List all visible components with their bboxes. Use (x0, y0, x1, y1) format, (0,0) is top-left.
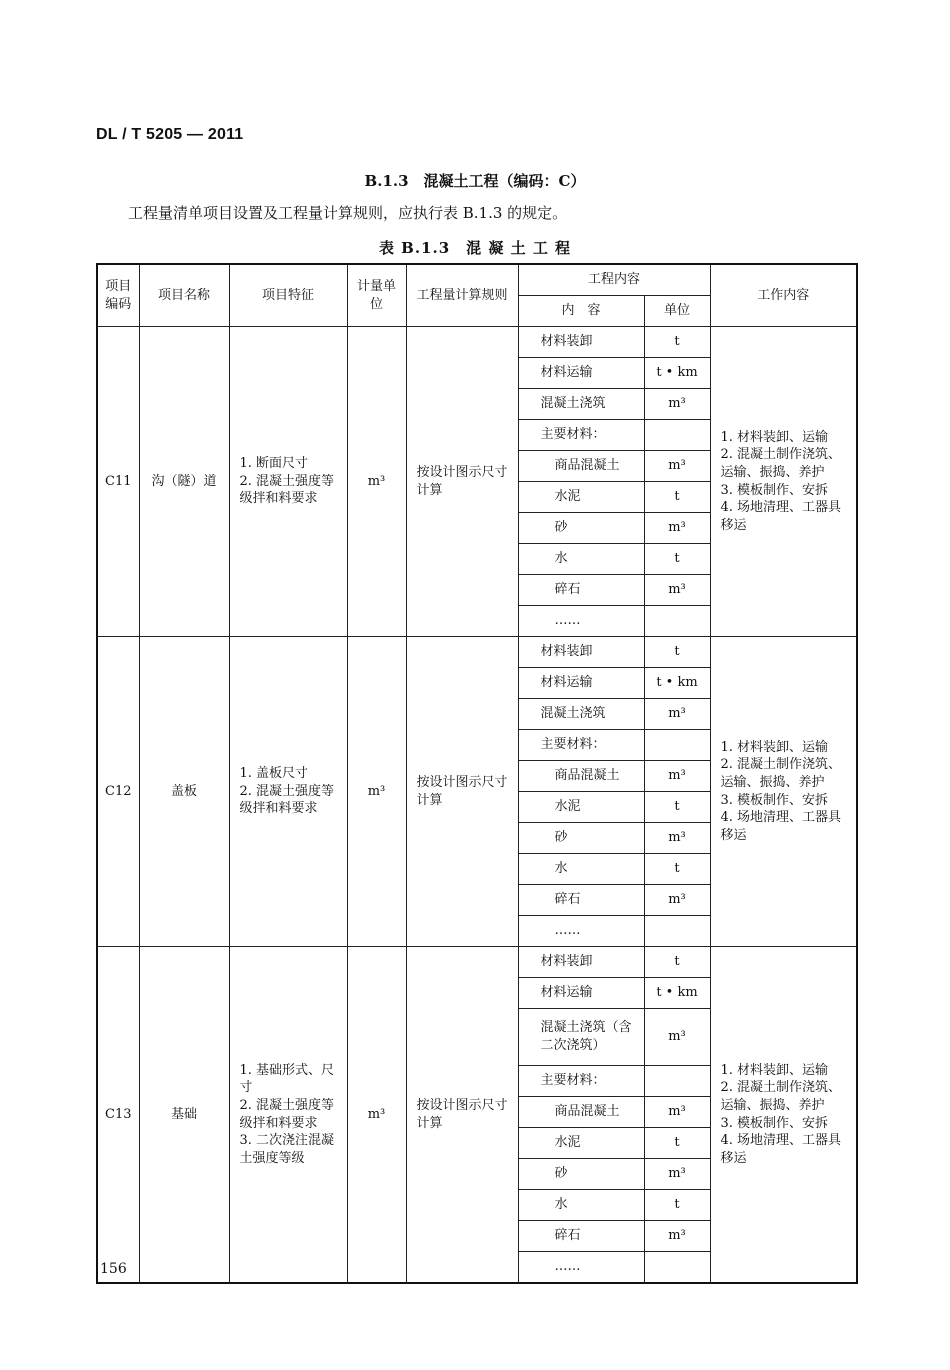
work-line: 1. 材料装卸、运输 (720, 429, 829, 445)
content-unit: t (644, 947, 710, 978)
content-unit: m³ (644, 761, 710, 792)
table-title: 表 B.1.3 混 凝 土 工 程 (378, 239, 572, 257)
item-unit: m³ (347, 947, 406, 1284)
item-features (229, 327, 347, 637)
work-content (710, 327, 857, 637)
content-unit (644, 420, 710, 451)
content-item: 砂 (518, 823, 644, 854)
content-item: 砂 (518, 513, 644, 544)
header-code: 项目编码 (97, 264, 139, 327)
content-unit: m³ (644, 1009, 710, 1066)
content-unit: m³ (644, 699, 710, 730)
content-unit: t (644, 1190, 710, 1221)
item-rule: 按设计图示尺寸计算 (406, 327, 518, 637)
content-unit: m³ (644, 513, 710, 544)
feature-line: 1. 盖板尺寸 (239, 766, 309, 782)
content-item: 材料装卸 (518, 637, 644, 668)
content-item: 砂 (518, 1159, 644, 1190)
content-unit: t (644, 327, 710, 358)
item-unit: m³ (347, 327, 406, 637)
content-unit: t (644, 482, 710, 513)
content-item: 材料运输 (518, 668, 644, 699)
content-item: …… (518, 606, 644, 637)
content-unit: m³ (644, 823, 710, 854)
content-unit: m³ (644, 1097, 710, 1128)
content-unit: m³ (644, 1221, 710, 1252)
content-item: 混凝土浇筑 (518, 699, 644, 730)
item-code: C13 (97, 947, 139, 1284)
work-line: 3. 模板制作、安拆 (720, 482, 829, 498)
content-item: 主要材料： (518, 730, 644, 761)
item-name: 基础 (139, 947, 229, 1284)
table-row (97, 637, 857, 668)
work-line: 1. 材料装卸、运输 (720, 1062, 829, 1078)
header-feature: 项目特征 (229, 264, 347, 327)
work-line: 2. 混凝土制作浇筑、运输、振捣、养护 (720, 757, 842, 790)
item-rule: 按设计图示尺寸计算 (406, 637, 518, 947)
content-item: 碎石 (518, 575, 644, 606)
header-row-1 (97, 264, 857, 296)
header-rule: 工程量计算规则 (406, 264, 518, 327)
table-body (97, 327, 857, 1284)
content-unit: m³ (644, 451, 710, 482)
content-unit (644, 606, 710, 637)
work-content (710, 637, 857, 947)
content-item: 水 (518, 1190, 644, 1221)
content-item: 材料装卸 (518, 327, 644, 358)
feature-line: 1. 基础形式、尺寸 (239, 1062, 335, 1096)
content-unit (644, 1066, 710, 1097)
content-item: 混凝土浇筑 (518, 389, 644, 420)
header-content-group: 工程内容 (518, 264, 710, 296)
content-item: 水 (518, 544, 644, 575)
item-code: C12 (97, 637, 139, 947)
work-line: 4. 场地清理、工器具移运 (720, 1133, 842, 1166)
work-line: 2. 混凝土制作浇筑、运输、振捣、养护 (720, 447, 842, 480)
content-item: 材料运输 (518, 978, 644, 1009)
work-line: 1. 材料装卸、运输 (720, 739, 829, 755)
content-unit: t • km (644, 668, 710, 699)
header-unit: 计量单位 (347, 264, 406, 327)
feature-line: 2. 混凝土强度等级拌和料要求 (239, 783, 335, 817)
content-unit: t • km (644, 358, 710, 389)
item-code: C11 (97, 327, 139, 637)
work-line: 3. 模板制作、安拆 (720, 792, 829, 808)
content-item: 水泥 (518, 1128, 644, 1159)
header-work: 工作内容 (710, 264, 857, 327)
concrete-works-table (96, 263, 858, 1284)
feature-line: 3. 二次浇注混凝土强度等级 (239, 1133, 335, 1166)
content-item: 主要材料： (518, 420, 644, 451)
content-item: 商品混凝土 (518, 451, 644, 482)
content-unit: t • km (644, 978, 710, 1009)
item-features (229, 947, 347, 1284)
content-item: 水泥 (518, 792, 644, 823)
content-item: 水 (518, 854, 644, 885)
content-item: 水泥 (518, 482, 644, 513)
work-line: 3. 模板制作、安拆 (720, 1115, 829, 1131)
work-content (710, 947, 857, 1284)
content-item: 材料运输 (518, 358, 644, 389)
content-item: 碎石 (518, 885, 644, 916)
header-content-unit: 单位 (644, 296, 710, 327)
content-item: 碎石 (518, 1221, 644, 1252)
section-title: B.1.3 混凝土工程（编码：C） (364, 172, 586, 190)
header-name: 项目名称 (139, 264, 229, 327)
content-unit: t (644, 854, 710, 885)
content-unit: t (644, 544, 710, 575)
item-name: 盖板 (139, 637, 229, 947)
feature-line: 2. 混凝土强度等级拌和料要求 (239, 473, 335, 507)
work-line: 2. 混凝土制作浇筑、运输、振捣、养护 (720, 1080, 842, 1113)
item-name: 沟（隧）道 (139, 327, 229, 637)
content-item: 混凝土浇筑（含二次浇筑） (518, 1009, 644, 1066)
header-content: 内 容 (518, 296, 644, 327)
table-row (97, 327, 857, 358)
intro-text: 工程量清单项目设置及工程量计算规则，应执行表 B.1.3 的规定。 (128, 204, 568, 222)
work-line: 4. 场地清理、工器具移运 (720, 810, 842, 843)
content-item: 商品混凝土 (518, 761, 644, 792)
item-unit: m³ (347, 637, 406, 947)
document-code: DL / T 5205 — 2011 (96, 126, 244, 143)
content-unit: m³ (644, 885, 710, 916)
feature-line: 1. 断面尺寸 (239, 456, 309, 472)
content-item: …… (518, 1252, 644, 1284)
page-number: 156 (100, 1261, 127, 1277)
content-item: …… (518, 916, 644, 947)
content-unit: m³ (644, 1159, 710, 1190)
content-unit: t (644, 792, 710, 823)
content-unit: t (644, 1128, 710, 1159)
content-item: 材料装卸 (518, 947, 644, 978)
feature-line: 2. 混凝土强度等级拌和料要求 (239, 1097, 335, 1131)
content-unit: m³ (644, 389, 710, 420)
content-unit: t (644, 637, 710, 668)
work-line: 4. 场地清理、工器具移运 (720, 500, 842, 533)
content-unit (644, 1252, 710, 1284)
table-row (97, 947, 857, 978)
content-item: 主要材料： (518, 1066, 644, 1097)
content-unit (644, 730, 710, 761)
content-unit: m³ (644, 575, 710, 606)
item-features (229, 637, 347, 947)
content-unit (644, 916, 710, 947)
content-item: 商品混凝土 (518, 1097, 644, 1128)
item-rule: 按设计图示尺寸计算 (406, 947, 518, 1284)
